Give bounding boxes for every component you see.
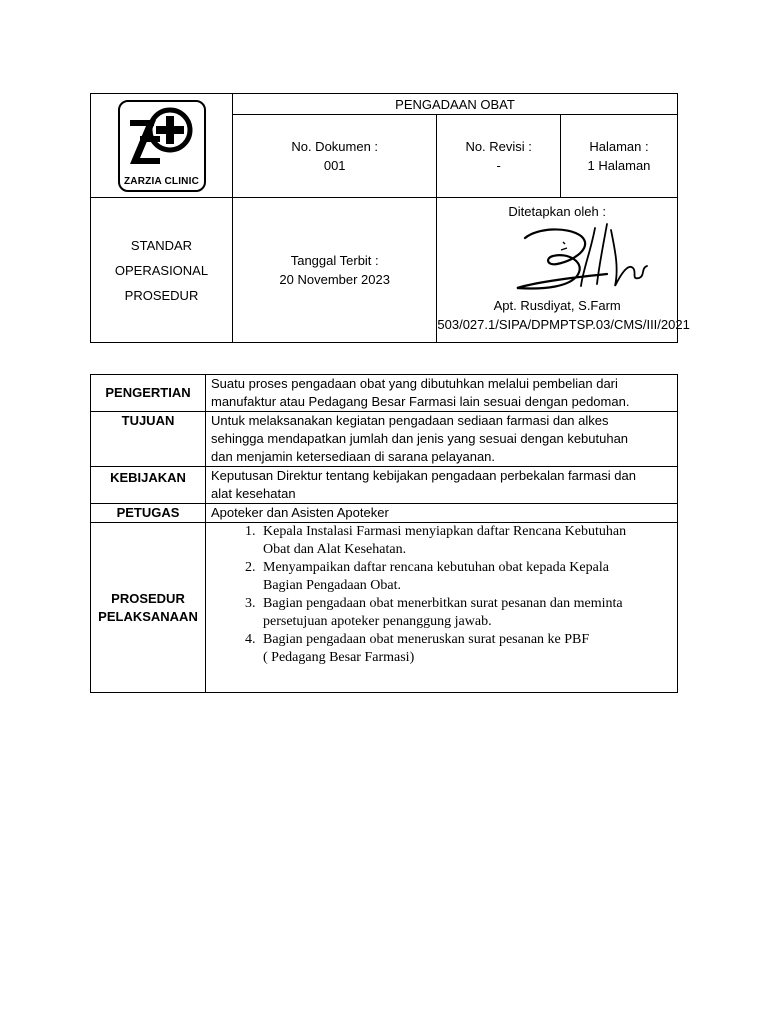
kebijakan-line-1: Keputusan Direktur tentang kebijakan pengadaan perbekalan farmasi dan [211, 468, 636, 483]
label-petugas: PETUGAS [91, 504, 206, 523]
value-pengertian [206, 375, 678, 412]
issue-date-value: 20 November 2023 [279, 272, 390, 287]
label-tujuan: TUJUAN [91, 412, 206, 467]
step-1-line-2: Obat dan Alat Kesehatan. [263, 542, 407, 557]
revision-cell [437, 115, 561, 198]
prosedur-label-line-2: PELAKSANAAN [98, 608, 198, 624]
page-cell [560, 115, 677, 198]
issue-date-label: Tanggal Terbit : [290, 253, 379, 268]
sop-line-1: STANDAR [130, 237, 193, 253]
approval-cell [437, 198, 690, 343]
doc-number-value: 001 [323, 158, 346, 173]
prosedur-label-line-1: PROSEDUR [111, 590, 185, 606]
approver-license: 503/027.1/SIPA/DPMPTSP.03/CMS/III/2021 [437, 317, 690, 332]
clinic-logo [118, 100, 206, 192]
kebijakan-line-2: alat kesehatan [211, 486, 296, 501]
page-label: Halaman : [589, 139, 649, 154]
sop-header-table [90, 93, 690, 343]
value-tujuan [206, 412, 678, 467]
row-kebijakan [91, 467, 678, 504]
clinic-logo-icon [126, 106, 198, 170]
sop-line-2: OPERASIONAL [114, 262, 209, 278]
approved-by-label: Ditetapkan oleh : [508, 204, 606, 219]
document-title: PENGADAAN OBAT [233, 94, 678, 115]
step-4-line-2: ( Pedagang Besar Farmasi) [263, 650, 415, 665]
signature-image [507, 220, 657, 296]
revision-value: - [496, 158, 501, 173]
procedure-step [259, 523, 673, 559]
row-tujuan [91, 412, 678, 467]
pengertian-line-1: Suatu proses pengadaan obat yang dibutuhkan melalui pembelian dari [211, 376, 618, 391]
issue-date-cell [233, 198, 437, 343]
tujuan-line-2: sehingga mendapatkan jumlah dan jenis yang sesuai dengan kebutuhan [211, 431, 629, 446]
pengertian-line-2: manufaktur atau Pedagang Besar Farmasi lain sesuai dengan pedoman. [211, 394, 630, 409]
sop-title-cell [91, 198, 233, 343]
value-kebijakan [206, 467, 678, 504]
revision-label: No. Revisi : [465, 139, 532, 154]
step-3-line-2: persetujuan apoteker penanggung jawab. [263, 614, 492, 629]
approver-name: Apt. Rusdiyat, S.Farm [493, 298, 621, 313]
tujuan-line-3: dan menjamin ketersediaan di sarana pelayanan. [211, 449, 496, 464]
step-2-line-1: 2. Menyampaikan daftar rencana kebutuhan obat kepada Kepala [263, 560, 609, 575]
step-2-line-2: Bagian Pengadaan Obat. [263, 578, 402, 593]
procedure-step [259, 595, 673, 631]
step-1-line-1: 1. Kepala Instalasi Farmasi menyiapkan daftar Rencana Kebutuhan [263, 524, 627, 539]
row-prosedur [91, 523, 678, 693]
procedure-step [259, 631, 673, 667]
step-3-line-1: 3. Bagian pengadaan obat menerbitkan surat pesanan dan meminta [263, 596, 623, 611]
sop-line-3: PROSEDUR [124, 287, 199, 303]
approver-block [437, 296, 690, 334]
doc-number-label: No. Dokumen : [291, 139, 379, 154]
procedure-steps [211, 523, 673, 667]
value-prosedur [206, 523, 678, 693]
row-pengertian [91, 375, 678, 412]
label-kebijakan: KEBIJAKAN [91, 467, 206, 504]
page-value: 1 Halaman [587, 158, 651, 173]
doc-number-cell [233, 115, 437, 198]
tujuan-line-1: Untuk melaksanakan kegiatan pengadaan sediaan farmasi dan alkes [211, 413, 609, 428]
value-petugas: Apoteker dan Asisten Apoteker [206, 504, 678, 523]
label-prosedur [91, 523, 206, 693]
logo-cell [91, 94, 233, 198]
row-petugas [91, 504, 678, 523]
procedure-step [259, 559, 673, 595]
label-pengertian: PENGERTIAN [91, 375, 206, 412]
logo-text: ZARZIA CLINIC [124, 175, 199, 187]
step-4-line-1: 4. Bagian pengadaan obat meneruskan surat pesanan ke PBF [263, 632, 590, 647]
sop-content-table [90, 374, 678, 693]
